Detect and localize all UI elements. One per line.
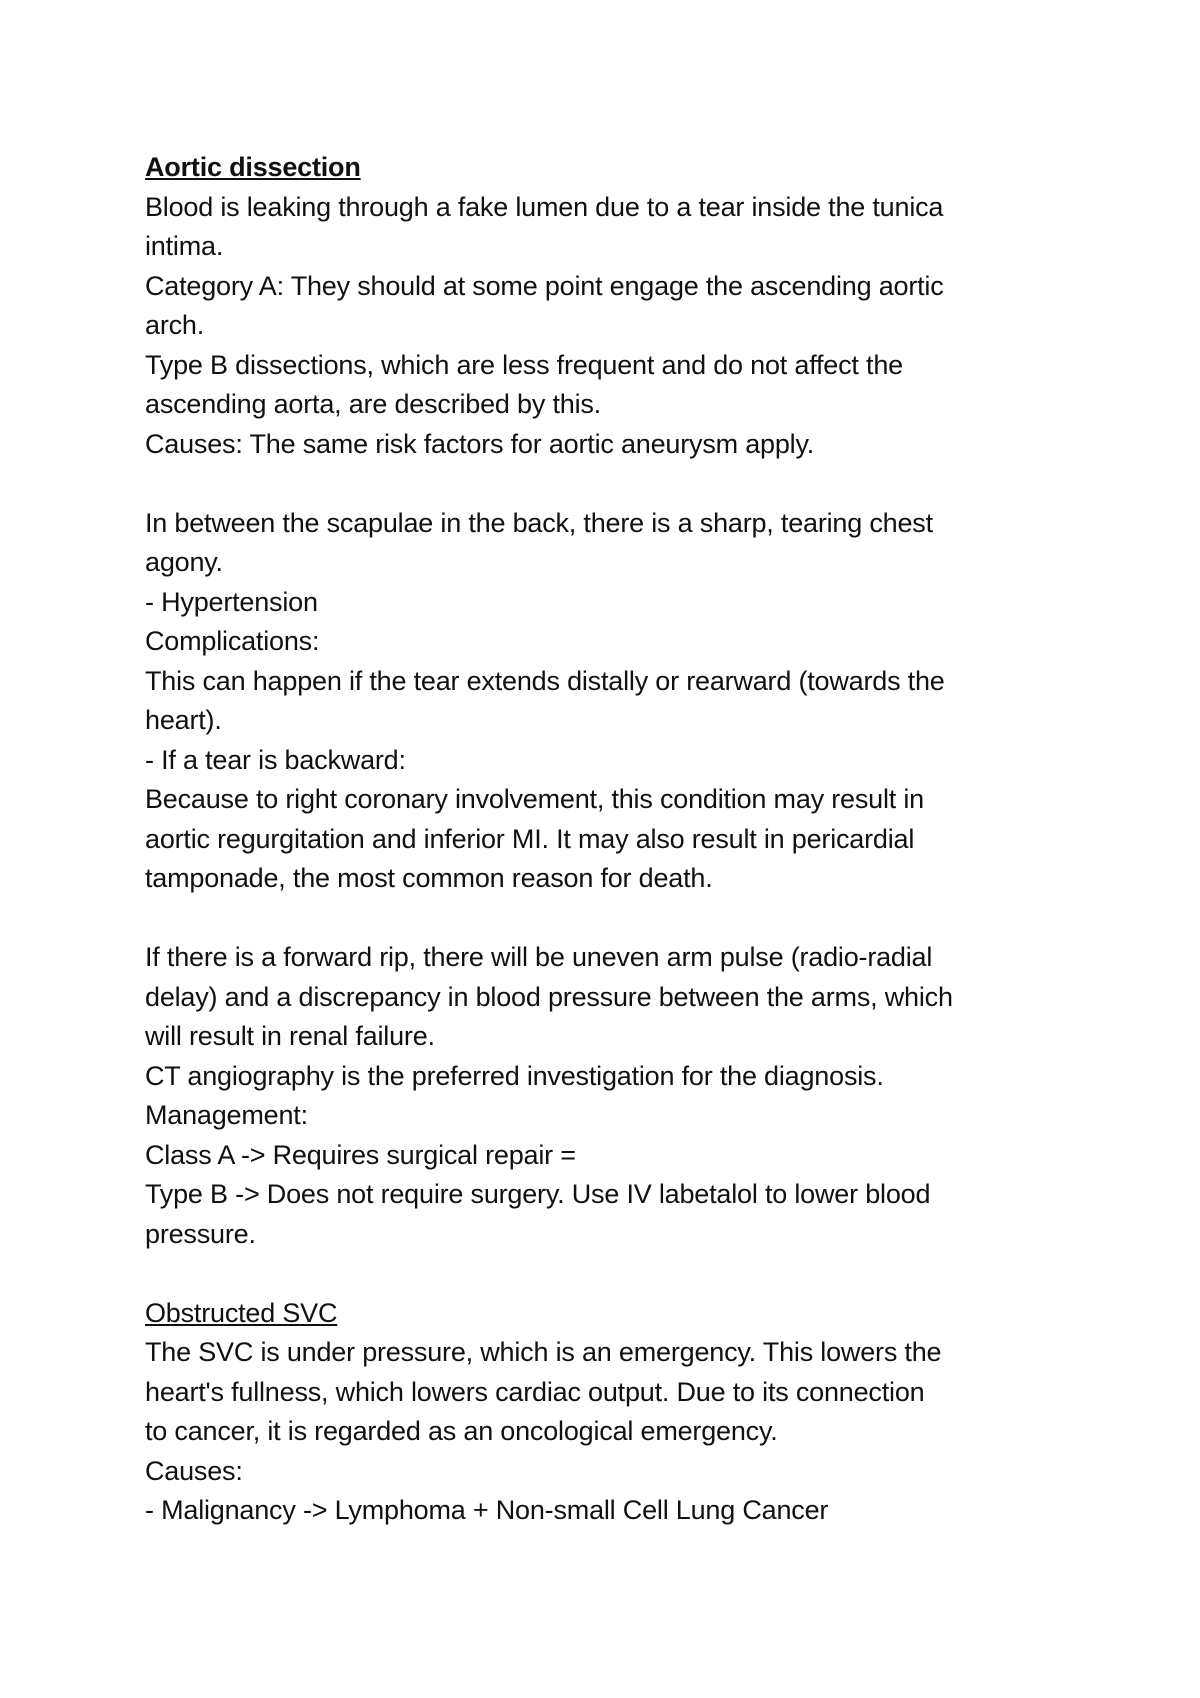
text-line: Blood is leaking through a fake lumen due to a tear inside the tunica (145, 191, 944, 222)
text-line: Because to right coronary involvement, this condition may result in (145, 784, 924, 814)
text-line: pressure. (145, 1218, 256, 1249)
text-line: Causes: (145, 1455, 243, 1486)
text-line: to cancer, it is regarded as an oncological emergency. (145, 1416, 778, 1446)
text-line: - If a tear is backward: (145, 744, 406, 775)
text-line: If there is a forward rip, there will be uneven arm pulse (radio-radial (145, 942, 933, 972)
text-line: will result in renal failure. (145, 1021, 435, 1051)
section-heading-obstructed-svc: Obstructed SVC (145, 1297, 338, 1328)
document-body (145, 148, 1075, 1531)
text-line: intima. (145, 231, 224, 261)
section-heading-aortic-dissection: Aortic dissection (145, 152, 361, 182)
text-line: CT angiography is the preferred investigation for the diagnosis. (145, 1060, 884, 1091)
text-line: Management: (145, 1100, 308, 1130)
text-line: agony. (145, 547, 223, 577)
paragraph-gap (145, 464, 1075, 504)
paragraph-gap (145, 1254, 1075, 1294)
text-line: aortic regurgitation and inferior MI. It may also result in pericardial (145, 823, 915, 854)
text-line: tamponade, the most common reason for death. (145, 863, 713, 893)
text-line: Type B dissections, which are less frequent and do not affect the (145, 349, 903, 380)
text-line: - Malignancy -> Lymphoma + Non-small Cell Lung Cancer (145, 1495, 829, 1525)
text-line: arch. (145, 310, 205, 340)
text-line: heart's fullness, which lowers cardiac output. Due to its connection (145, 1376, 925, 1407)
text-line: Type B -> Does not require surgery. Use IV labetalol to lower blood (145, 1179, 931, 1209)
text-line: Complications: (145, 626, 320, 656)
text-line: delay) and a discrepancy in blood pressure between the arms, which (145, 981, 953, 1012)
text-line: heart). (145, 705, 222, 735)
paragraph-gap (145, 899, 1075, 939)
text-line: Class A -> Requires surgical repair = (145, 1139, 576, 1170)
text-line: Category A: They should at some point engage the ascending aortic (145, 270, 944, 301)
text-line: In between the scapulae in the back, there is a sharp, tearing chest (145, 507, 933, 538)
text-line: Causes: The same risk factors for aortic aneurysm apply. (145, 428, 815, 459)
text-line: The SVC is under pressure, which is an emergency. This lowers the (145, 1337, 942, 1367)
text-line: ascending aorta, are described by this. (145, 389, 601, 419)
text-line: This can happen if the tear extends distally or rearward (towards the (145, 665, 945, 696)
text-line: - Hypertension (145, 586, 318, 617)
